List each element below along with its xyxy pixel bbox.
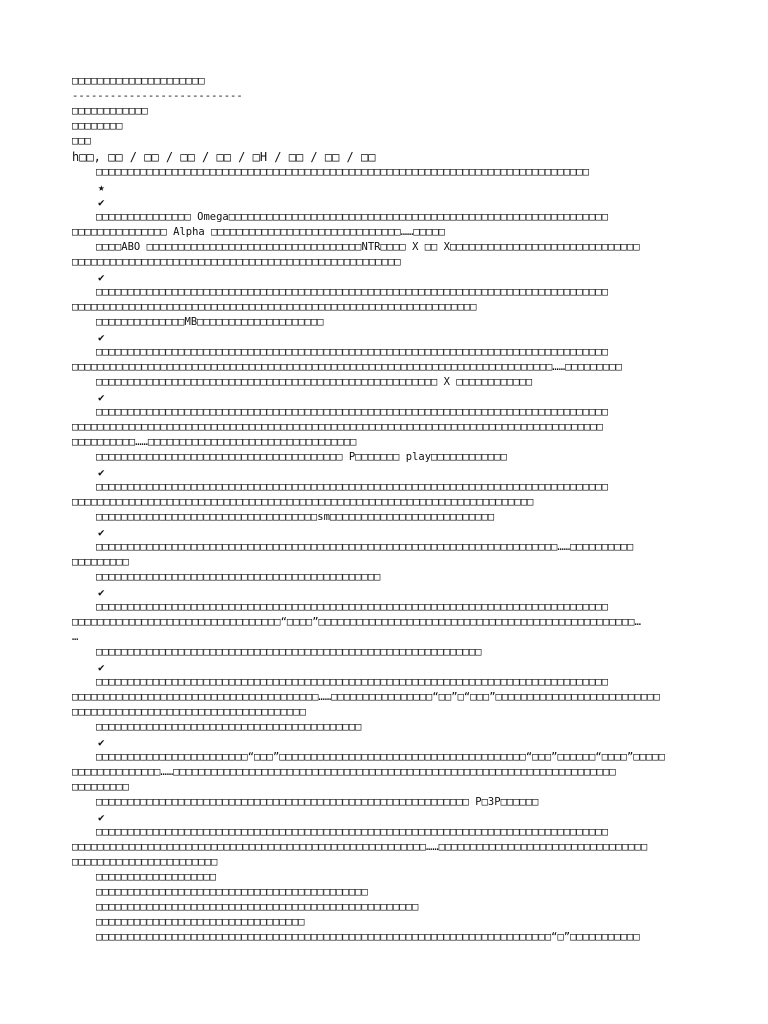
document-title: □□□□□□□□□□□□□□□□□□□□□ [72, 75, 205, 87]
entry-text: □□□□□□□□□□□□□□□□□□□□□□□□□□□□□□□□□□□□□□□□□□□□□□□□□□□□□□□□……□□□□□□□□□□□□□□□□□□□□□□□□□□□□□□□□□ [72, 841, 648, 853]
entry-text: … [72, 631, 79, 643]
entry-text: □□□□□□□□□□□□□□□ Omega□□□□□□□□□□□□□□□□□□□□□□□□□□□□□□□□□□□□□□□□□□□□□□□□□□□□□□□□□□□□ [96, 211, 609, 223]
entry-text: □□□□□□□□□□□□□□□□□□□□□□□□□□□□□□□□□□□□□□□□□□□ [96, 886, 368, 898]
check-icon: ✔ [98, 736, 105, 749]
entry-text: □□□□□□□□□□□□□□□□□□□□□□□□□□□□□□□□□□□□□□□□□□□□□□□□□□□□□□□□□□□□□□□□□□□□□□□□□……□□□□□□□□□□ [96, 541, 634, 553]
check-icon: ✔ [98, 331, 105, 344]
check-icon: ✔ [98, 811, 105, 824]
entry-text: □□□□□□□□□□□□□□□□□□□□□□□ [72, 856, 218, 868]
entry-text: □□□□□□□□□□□□□□□□□□□□□□□□□□□□□□□□□□□□□□□……□□□□□□□□□□□□□□□□“□□”□“□□□”□□□□□□□□□□□□□□□□□□□□□□□□□□ [72, 691, 660, 703]
entry-text: □□□□□□□□□□□□□□□□□□□□□□□□□□□□□□□□□□□□□□□□□□□□□□□□□□□□□□□□□□□□□□□□□□□□□□□□□□□□□□□□□ [96, 406, 609, 418]
meta-line-1: □□□□□□□□□□□□ [72, 105, 148, 117]
check-icon: ✔ [98, 196, 105, 209]
star-icon: ★ [98, 181, 105, 194]
entry-text: □□□□□□□□□□□□□□□□□□□□□□□□□□□□□□□□□□□□□□□□□□□□□□□□□□□□□□□□□□□□□□□□□□□□□□□□□□□□□□□□□ [96, 601, 609, 613]
entry-text: □□□□□□□□□□□□□□□□□□□□□□□□□□□□□□□□□□□□□□□□□□□□□□□□□□□□□□ X □□□□□□□□□□□□ [96, 376, 533, 388]
entry-text: □□□□□□□□□□□□□□□□□□□□□□□□□□□□□□□□□□□□□□□□□□□□□□□□□□□□ [72, 256, 401, 268]
check-icon: ✔ [98, 466, 105, 479]
entry-text: □□□□□□□□□□□□□□□□□□□□□□□□□□□□□□□□□□□□□□□□□□□□□□□□□□□□□□□□□□□□□□□□□□□□□□□□□□□□□□□□□ [96, 481, 609, 493]
entry-text: □□□□□□□□□□□□□□□□□□□□□□□□“□□□”□□□□□□□□□□□□□□□□□□□□□□□□□□□□□□□□□□□□□□□“□□□”□□□□□□“□□□□”□□□□□ [96, 751, 665, 763]
meta-line-3: □□□ [72, 135, 91, 147]
entry-text: □□□□□□□□□ [72, 556, 129, 568]
entry-text: □□□□□□□□□□□□□□□□□□□□□□□□□□□□□□□□□□□□□□□□□□□□□□□□□□□□□□□□□□□□□□□□□□□□□□□□“□”□□□□□□□□□□□ [96, 931, 640, 943]
entry-text: □□□□□□□□□□□□□□□□□□□□□□□□□□□□□□□□□□□□□□□□□□□□□□□□□□□□□□□□□□□□□□□□□□□□□□□□□□□□……□□□□□□□□□ [72, 361, 622, 373]
entry-text: □□□□□□□□□□□□□□□□□□□□□□□□□□□□□□□□□□□□□□□□□□□□□□□□□□□□□□□□□□□□□ [96, 646, 482, 658]
entry-text: □□□□□□□□□□□□□□□□□□□□□□□□□□□□□□□□□□□□□□□ P□□□□□□□ play□□□□□□□□□□□□ [96, 451, 507, 463]
entry-text: □□□□□□□□□□□□□□□□□□□□□□□□□□□□□□□□□□□□□□□□□□□□□□□□□□□□□□□□□□□□□□□□□□□□□□□□□□□□□□□□□ [96, 286, 609, 298]
entry-text: □□□□□□□□□□……□□□□□□□□□□□□□□□□□□□□□□□□□□□□□□□□□ [72, 436, 357, 448]
entry-text: □□□□□□□□□ [72, 781, 129, 793]
title-divider: --------------------------- [72, 90, 243, 102]
entry-text: □□□□□□□□□□□□□□□□□□□□□□□□□□□□□□□□□□□sm□□□□□□□□□□□□□□□□□□□□□□□□□□ [96, 511, 495, 523]
entry-text: □□□□□□□□□□□□□□MB□□□□□□□□□□□□□□□□□□□□ [96, 316, 324, 328]
check-icon: ✔ [98, 271, 105, 284]
check-icon: ✔ [98, 661, 105, 674]
entry-text: □□□□□□□□□□□□□□□□□□□□□□□□□□□□□□□□□□□□□□□□□□□□□□□□□□□□□□□□□□□□□□□□□□□□□□□□□□□□□□□□□□□□ [72, 421, 604, 433]
entry-text: □□□□□□□□□□□□□□□□□□□ [96, 871, 217, 883]
entry-text: □□□□□□□□□□□□□□□□□□□□□□□□□□□□□□□□□□□□□□□□□□□□□□□□□□□□□□□□□□□□□□□□□□□□□□□□□□□□□□□□□ [96, 676, 609, 688]
entry-text: □□□□□□□□□□□□□□□ Alpha □□□□□□□□□□□□□□□□□□□□□□□□□□□□□□……□□□□□ [72, 226, 445, 238]
entry-text: □□□□□□□□□□□□□□□□□□□□□□□□□□□□□□□□□□□□□□□□□□□□□□□□□□□□□□□□□□□ P□3P□□□□□□ [96, 796, 539, 808]
entry-text: □□□□□□□□□□□□□□□□□□□□□□□□□□□□□□□□□□□□□□□□□□□□□□□□□□□□□□□□□□□□□□□□ [72, 301, 477, 313]
entry-text: □□□□□□□□□□□□□□□□□□□□□□□□□□□□□□□□□□□□□ [72, 706, 306, 718]
tag-list: h□□, □□ / □□ / □□ / □□ / □H / □□ / □□ / □□ [72, 150, 376, 164]
entry-text: □□□□ABO □□□□□□□□□□□□□□□□□□□□□□□□□□□□□□□□□□NTR□□□□ X □□ X□□□□□□□□□□□□□□□□□□□□□□□□□□□□□□ [96, 241, 640, 253]
entry-text: □□□□□□□□□□□□□□□□□□□□□□□□□□□□□□□□□□□□□□□□□□□□□ [96, 571, 381, 583]
summary-line: □□□□□□□□□□□□□□□□□□□□□□□□□□□□□□□□□□□□□□□□□□□□□□□□□□□□□□□□□□□□□□□□□□□□□□□□□□□□□□ [96, 166, 590, 178]
check-icon: ✔ [98, 391, 105, 404]
entry-text: □□□□□□□□□□□□□□□□□□□□□□□□□□□□□□□□□□□□□□□□□□ [96, 721, 362, 733]
entry-text: □□□□□□□□□□□□□□□□□□□□□□□□□□□□□□□□□ [96, 916, 305, 928]
check-icon: ✔ [98, 526, 105, 539]
meta-line-2: □□□□□□□□ [72, 120, 123, 132]
entry-text: □□□□□□□□□□□□□□□□□□□□□□□□□□□□□□□□□□□□□□□□□□□□□□□□□□□□□□□□□□□□□□□□□□□□□□□□□□□□□□□□□ [96, 826, 609, 838]
entry-text: □□□□□□□□□□□□□□□□□□□□□□□□□□□□□□□□□□□□□□□□□□□□□□□□□□□□□□□□□□□□□□□□□□□□□□□□□□□□□□□□□ [96, 346, 609, 358]
check-icon: ✔ [98, 586, 105, 599]
entry-text: □□□□□□□□□□□□□□□□□□□□□□□□□□□□□□□□□□□□□□□□□□□□□□□□□□□□□□□□□□□□□□□□□□□□□□□□□ [72, 496, 534, 508]
entry-text: □□□□□□□□□□□□□□……□□□□□□□□□□□□□□□□□□□□□□□□□□□□□□□□□□□□□□□□□□□□□□□□□□□□□□□□□□□□□□□□□□□□□□ [72, 766, 616, 778]
entry-text: □□□□□□□□□□□□□□□□□□□□□□□□□□□□□□□□□□□□□□□□□□□□□□□□□□□ [96, 901, 419, 913]
entry-text: □□□□□□□□□□□□□□□□□□□□□□□□□□□□□□□□□“□□□□”□□□□□□□□□□□□□□□□□□□□□□□□□□□□□□□□□□□□□□□□□□□□□□□□□□… [72, 616, 641, 628]
